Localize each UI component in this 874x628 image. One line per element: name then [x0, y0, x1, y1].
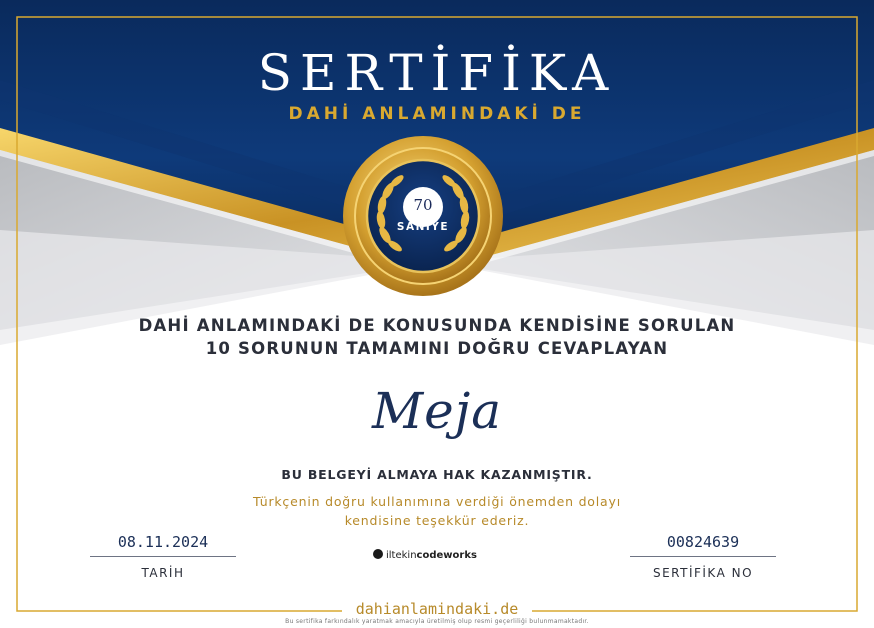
brand-suffix: codeworks [416, 550, 477, 561]
thanks-line-2: kendisine teşekkür ederiz. [344, 513, 530, 528]
certificate-title: SERTİFİKA [257, 44, 617, 102]
certificate-number-value: 00824639 [666, 533, 740, 551]
brand [373, 549, 477, 561]
recipient-name: Meja [371, 382, 503, 440]
claim-line-2: 10 SORUNUN TAMAMINI DOĞRU CEVAPLAYAN [205, 339, 669, 358]
date-label: TARİH [141, 566, 185, 580]
thanks-text [0, 492, 874, 530]
disclaimer-text: Bu sertifika farkındalık yaratmak amacıyla üretilmiş olup resmi geçerliliği bulunmamaktadır. [285, 618, 589, 625]
seal-word: SANİYE [396, 221, 450, 233]
certificate-number-label: SERTİFİKA NO [652, 566, 754, 580]
date-line [90, 556, 236, 557]
claim-text [0, 314, 874, 360]
claim-line-1: DAHİ ANLAMINDAKİ DE KONUSUNDA KENDİSİNE SORULAN [138, 316, 736, 335]
brand-logo-icon [373, 549, 383, 559]
date-value: 08.11.2024 [117, 533, 209, 551]
brand-prefix: iltekin [386, 550, 417, 561]
seal [343, 136, 503, 296]
thanks-line-1: Türkçenin doğru kullanımına verdiği önemden dolayı [253, 494, 621, 509]
earned-statement: BU BELGEYİ ALMAYA HAK KAZANMIŞTIR. [281, 467, 593, 482]
seal-number: 70 [413, 196, 433, 214]
certificate-number-line [630, 556, 776, 557]
website-link[interactable]: dahianlamindaki.de [355, 600, 519, 618]
certificate-subtitle: DAHİ ANLAMINDAKİ DE [288, 104, 586, 124]
